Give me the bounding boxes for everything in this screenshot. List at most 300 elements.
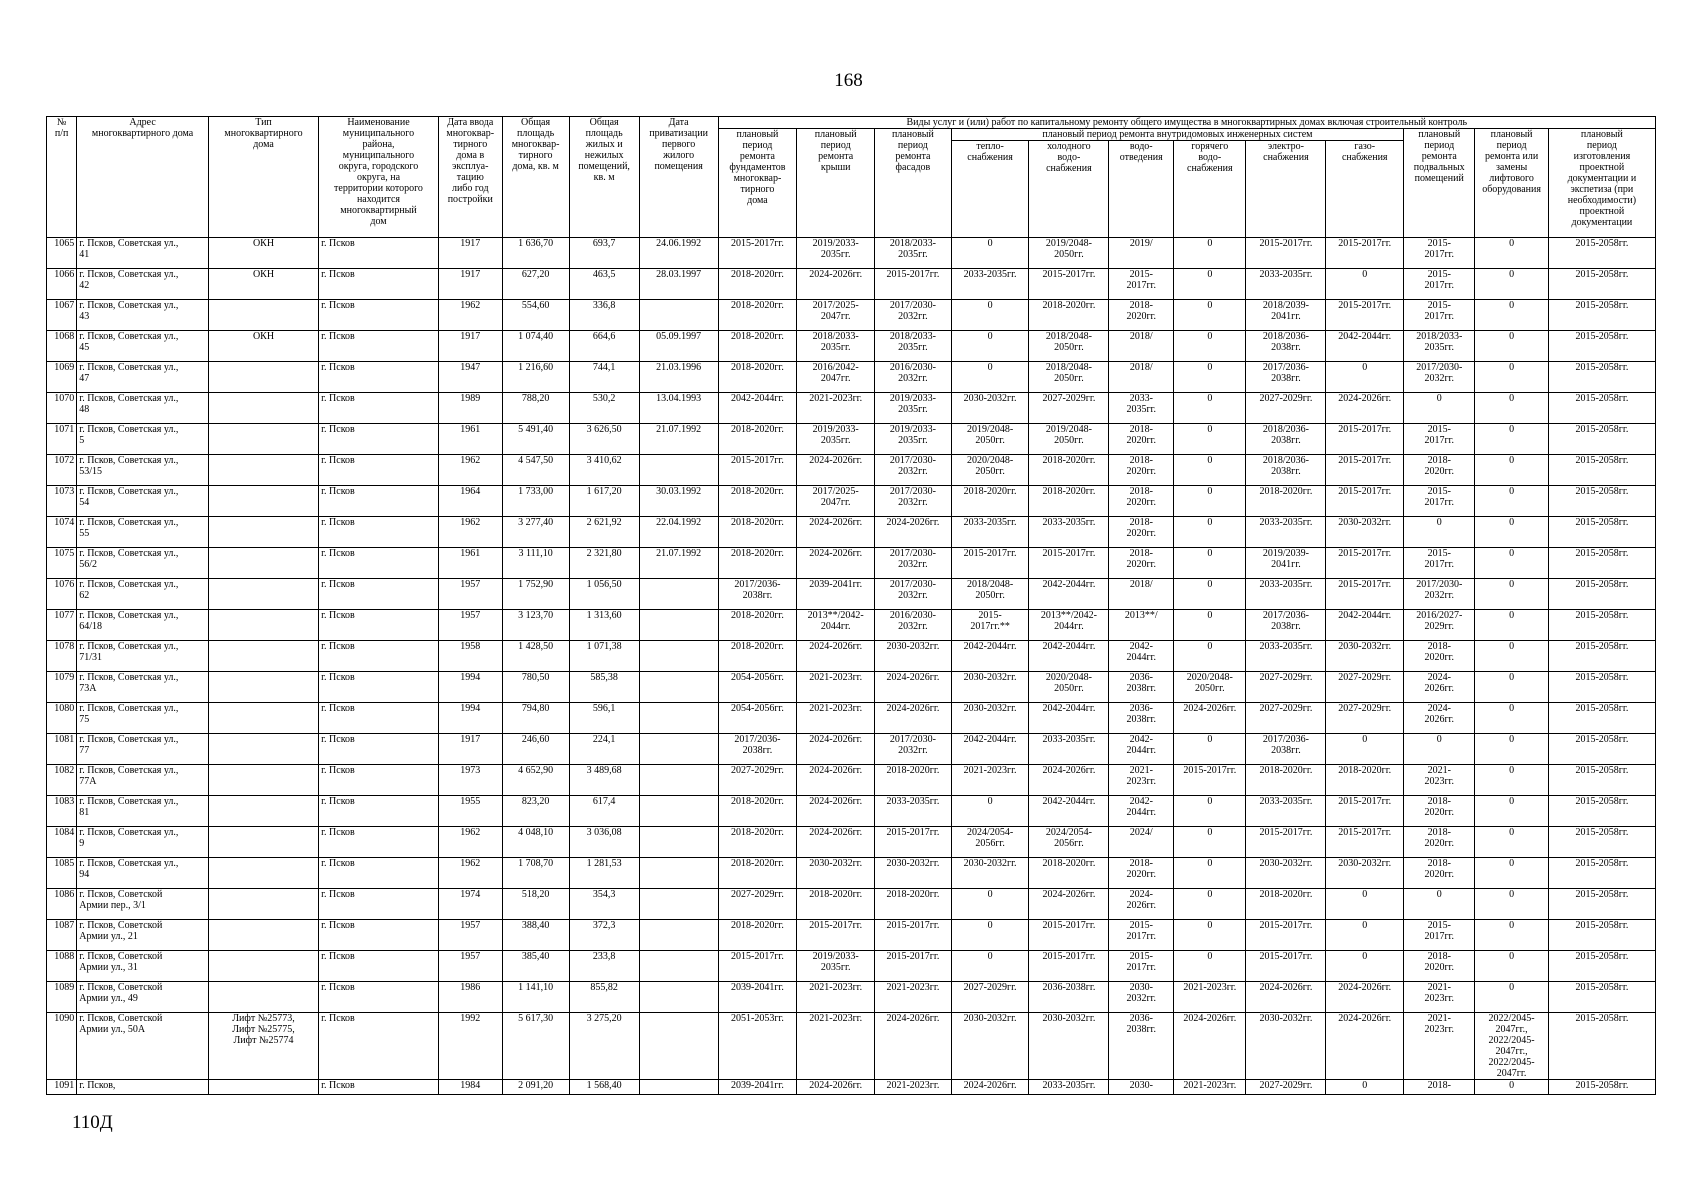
cell-heat: 2030-2032гг. (951, 858, 1029, 889)
cell-living-area: 617,4 (569, 796, 639, 827)
cell-hot-water: 0 (1174, 951, 1246, 982)
cell-privatization (639, 951, 718, 982)
table-row (47, 951, 1656, 982)
cell-foundation: 2017/2036- 2038гг. (718, 579, 797, 610)
cell-roof: 2024-2026гг. (797, 517, 875, 548)
cell-gas: 0 (1326, 951, 1404, 982)
cell-heat: 2030-2032гг. (951, 393, 1029, 424)
cell-electric: 2033-2035гг. (1246, 641, 1326, 672)
cell-sewerage: 2036- 2038гг. (1109, 672, 1174, 703)
cell-num: 1085 (47, 858, 77, 889)
cell-municipality: г. Псков (319, 827, 439, 858)
cell-electric: 2015-2017гг. (1246, 951, 1326, 982)
cell-design: 2015-2058гг. (1548, 827, 1655, 858)
cell-total-area: 4 048,10 (502, 827, 569, 858)
cell-cold-water: 2042-2044гг. (1029, 579, 1109, 610)
cell-elevator: 0 (1475, 703, 1548, 734)
cell-electric: 2030-2032гг. (1246, 858, 1326, 889)
cell-facade: 2030-2032гг. (875, 858, 952, 889)
cell-type: ОКН (208, 331, 318, 362)
cell-gas: 2015-2017гг. (1326, 455, 1404, 486)
cell-privatization (639, 827, 718, 858)
cell-gas: 0 (1326, 920, 1404, 951)
cell-basement: 2015- 2017гг. (1404, 920, 1475, 951)
cell-roof: 2024-2026гг. (797, 765, 875, 796)
cell-roof: 2021-2023гг. (797, 393, 875, 424)
cell-facade: 2018-2020гг. (875, 889, 952, 920)
cell-address: г. Псков, Советская ул., 43 (77, 300, 209, 331)
cell-electric: 2018/2036- 2038гг. (1246, 331, 1326, 362)
table-row (47, 424, 1656, 455)
cell-total-area: 3 123,70 (502, 610, 569, 641)
cell-electric: 2017/2036- 2038гг. (1246, 734, 1326, 765)
cell-electric: 2027-2029гг. (1246, 703, 1326, 734)
cell-total-area: 1 733,00 (502, 486, 569, 517)
table-row (47, 362, 1656, 393)
cell-municipality: г. Псков (319, 486, 439, 517)
cell-living-area: 3 036,08 (569, 827, 639, 858)
cell-foundation: 2018-2020гг. (718, 424, 797, 455)
cell-living-area: 1 617,20 (569, 486, 639, 517)
table-row (47, 548, 1656, 579)
cell-electric: 2033-2035гг. (1246, 517, 1326, 548)
cell-sewerage: 2036- 2038гг. (1109, 703, 1174, 734)
cell-heat: 2021-2023гг. (951, 765, 1029, 796)
cell-design: 2015-2058гг. (1548, 393, 1655, 424)
cell-cold-water: 2019/2048- 2050гг. (1029, 424, 1109, 455)
cell-privatization (639, 610, 718, 641)
cell-design: 2015-2058гг. (1548, 889, 1655, 920)
cell-design: 2015-2058гг. (1548, 579, 1655, 610)
cell-hot-water: 2021-2023гг. (1174, 1080, 1246, 1095)
header-basement: плановый период ремонта подвальных помещений (1404, 129, 1475, 238)
cell-sewerage: 2024/ (1109, 827, 1174, 858)
table-row (47, 486, 1656, 517)
cell-address: г. Псков, Советская ул., 54 (77, 486, 209, 517)
cell-heat: 0 (951, 238, 1029, 269)
cell-municipality: г. Псков (319, 300, 439, 331)
cell-facade: 2017/2030- 2032гг. (875, 486, 952, 517)
cell-type: Лифт №25773, Лифт №25775, Лифт №25774 (208, 1013, 318, 1080)
cell-facade: 2024-2026гг. (875, 703, 952, 734)
cell-total-area: 4 652,90 (502, 765, 569, 796)
cell-num: 1091 (47, 1080, 77, 1095)
cell-gas: 2015-2017гг. (1326, 424, 1404, 455)
table-row (47, 734, 1656, 765)
cell-sewerage: 2030- (1109, 1080, 1174, 1095)
cell-address: г. Псков, Советская ул., 75 (77, 703, 209, 734)
header-total-area: Общая площадь многоквар- тирного дома, кв. м (502, 117, 569, 238)
cell-municipality: г. Псков (319, 238, 439, 269)
cell-total-area: 5 491,40 (502, 424, 569, 455)
cell-year: 1986 (438, 982, 502, 1013)
cell-heat: 0 (951, 796, 1029, 827)
cell-total-area: 388,40 (502, 920, 569, 951)
cell-elevator: 0 (1475, 982, 1548, 1013)
header-foundation: плановый период ремонта фундаментов многоквар- тирного дома (718, 129, 797, 238)
cell-privatization: 21.07.1992 (639, 548, 718, 579)
cell-heat: 2015-2017гг. (951, 548, 1029, 579)
cell-gas: 2027-2029гг. (1326, 703, 1404, 734)
cell-num: 1083 (47, 796, 77, 827)
cell-num: 1084 (47, 827, 77, 858)
cell-type (208, 889, 318, 920)
cell-elevator: 0 (1475, 486, 1548, 517)
cell-num: 1090 (47, 1013, 77, 1080)
cell-heat: 2033-2035гг. (951, 269, 1029, 300)
cell-cold-water: 2015-2017гг. (1029, 548, 1109, 579)
cell-elevator: 0 (1475, 827, 1548, 858)
cell-roof: 2013**/2042- 2044гг. (797, 610, 875, 641)
cell-type (208, 424, 318, 455)
cell-privatization: 24.06.1992 (639, 238, 718, 269)
header-facade: плановый период ремонта фасадов (875, 129, 952, 238)
cell-design: 2015-2058гг. (1548, 858, 1655, 889)
cell-foundation: 2018-2020гг. (718, 486, 797, 517)
cell-elevator: 0 (1475, 951, 1548, 982)
cell-electric: 2018/2036- 2038гг. (1246, 424, 1326, 455)
cell-electric: 2017/2036- 2038гг. (1246, 362, 1326, 393)
header-electric: электро- снабжения (1246, 141, 1326, 238)
cell-hot-water: 0 (1174, 517, 1246, 548)
cell-design: 2015-2058гг. (1548, 672, 1655, 703)
cell-elevator: 0 (1475, 517, 1548, 548)
cell-num: 1076 (47, 579, 77, 610)
cell-sewerage: 2042- 2044гг. (1109, 734, 1174, 765)
cell-foundation: 2027-2029гг. (718, 765, 797, 796)
cell-num: 1081 (47, 734, 77, 765)
cell-year: 1961 (438, 424, 502, 455)
cell-facade: 2015-2017гг. (875, 951, 952, 982)
cell-living-area: 3 626,50 (569, 424, 639, 455)
cell-total-area: 385,40 (502, 951, 569, 982)
cell-basement: 2015- 2017гг. (1404, 269, 1475, 300)
cell-total-area: 1 216,60 (502, 362, 569, 393)
cell-type (208, 486, 318, 517)
cell-hot-water: 0 (1174, 269, 1246, 300)
header-roof: плановый период ремонта крыши (797, 129, 875, 238)
cell-heat: 2019/2048- 2050гг. (951, 424, 1029, 455)
cell-elevator: 0 (1475, 734, 1548, 765)
cell-foundation: 2017/2036- 2038гг. (718, 734, 797, 765)
cell-roof: 2024-2026гг. (797, 1080, 875, 1095)
cell-sewerage: 2018- 2020гг. (1109, 300, 1174, 331)
cell-roof: 2024-2026гг. (797, 827, 875, 858)
cell-cold-water: 2042-2044гг. (1029, 703, 1109, 734)
cell-hot-water: 0 (1174, 362, 1246, 393)
cell-design: 2015-2058гг. (1548, 796, 1655, 827)
cell-roof: 2024-2026гг. (797, 734, 875, 765)
cell-privatization (639, 1013, 718, 1080)
cell-address: г. Псков, Советская ул., 45 (77, 331, 209, 362)
cell-foundation: 2018-2020гг. (718, 920, 797, 951)
cell-roof: 2024-2026гг. (797, 548, 875, 579)
cell-roof: 2018/2033- 2035гг. (797, 331, 875, 362)
cell-address: г. Псков, Советская ул., 62 (77, 579, 209, 610)
cell-foundation: 2015-2017гг. (718, 238, 797, 269)
cell-year: 1917 (438, 269, 502, 300)
cell-municipality: г. Псков (319, 703, 439, 734)
cell-basement: 2018- 2020гг. (1404, 858, 1475, 889)
cell-year: 1989 (438, 393, 502, 424)
cell-sewerage: 2019/ (1109, 238, 1174, 269)
cell-foundation: 2018-2020гг. (718, 269, 797, 300)
cell-total-area: 780,50 (502, 672, 569, 703)
cell-living-area: 336,8 (569, 300, 639, 331)
cell-privatization (639, 734, 718, 765)
cell-total-area: 4 547,50 (502, 455, 569, 486)
table-row (47, 300, 1656, 331)
cell-gas: 2015-2017гг. (1326, 796, 1404, 827)
cell-municipality: г. Псков (319, 796, 439, 827)
cell-electric: 2018-2020гг. (1246, 765, 1326, 796)
cell-heat: 2030-2032гг. (951, 1013, 1029, 1080)
cell-electric: 2018/2036- 2038гг. (1246, 455, 1326, 486)
cell-heat: 0 (951, 889, 1029, 920)
cell-sewerage: 2018/ (1109, 579, 1174, 610)
cell-address: г. Псков, Советская ул., 53/15 (77, 455, 209, 486)
cell-electric: 2033-2035гг. (1246, 579, 1326, 610)
table-header (47, 117, 1656, 238)
cell-design: 2015-2058гг. (1548, 269, 1655, 300)
cell-sewerage: 2015- 2017гг. (1109, 951, 1174, 982)
cell-living-area: 3 275,20 (569, 1013, 639, 1080)
cell-address: г. Псков, Советская ул., 41 (77, 238, 209, 269)
header-heat: тепло- снабжения (951, 141, 1029, 238)
cell-electric: 2015-2017гг. (1246, 238, 1326, 269)
cell-foundation: 2018-2020гг. (718, 517, 797, 548)
cell-total-area: 1 752,90 (502, 579, 569, 610)
cell-privatization (639, 579, 718, 610)
cell-living-area: 2 621,92 (569, 517, 639, 548)
cell-year: 1917 (438, 331, 502, 362)
cell-roof: 2015-2017гг. (797, 920, 875, 951)
cell-sewerage: 2018- 2020гг. (1109, 858, 1174, 889)
cell-municipality: г. Псков (319, 951, 439, 982)
cell-address: г. Псков, Советская ул., 94 (77, 858, 209, 889)
cell-design: 2015-2058гг. (1548, 1080, 1655, 1095)
header-address: Адрес многоквартирного дома (77, 117, 209, 238)
table-row (47, 672, 1656, 703)
cell-privatization (639, 672, 718, 703)
cell-municipality: г. Псков (319, 641, 439, 672)
cell-privatization (639, 796, 718, 827)
cell-year: 1955 (438, 796, 502, 827)
cell-basement: 2021- 2023гг. (1404, 1013, 1475, 1080)
cell-basement: 2021- 2023гг. (1404, 765, 1475, 796)
cell-gas: 2024-2026гг. (1326, 982, 1404, 1013)
cell-municipality: г. Псков (319, 889, 439, 920)
cell-living-area: 2 321,80 (569, 548, 639, 579)
cell-foundation: 2054-2056гг. (718, 703, 797, 734)
cell-type (208, 610, 318, 641)
cell-cold-water: 2018-2020гг. (1029, 300, 1109, 331)
cell-hot-water: 0 (1174, 641, 1246, 672)
cell-basement: 2017/2030- 2032гг. (1404, 579, 1475, 610)
cell-sewerage: 2015- 2017гг. (1109, 920, 1174, 951)
cell-year: 1984 (438, 1080, 502, 1095)
cell-elevator: 0 (1475, 300, 1548, 331)
cell-living-area: 3 410,62 (569, 455, 639, 486)
cell-cold-water: 2015-2017гг. (1029, 951, 1109, 982)
cell-facade: 2015-2017гг. (875, 920, 952, 951)
cell-elevator: 0 (1475, 393, 1548, 424)
cell-type (208, 734, 318, 765)
cell-living-area: 596,1 (569, 703, 639, 734)
cell-design: 2015-2058гг. (1548, 517, 1655, 548)
header-works-group: Виды услуг и (или) работ по капитальному ремонту общего имущества в многоквартирных домах включая строительный контроль (718, 117, 1655, 129)
cell-electric: 2027-2029гг. (1246, 393, 1326, 424)
cell-hot-water: 0 (1174, 548, 1246, 579)
cell-total-area: 1 428,50 (502, 641, 569, 672)
cell-basement: 0 (1404, 393, 1475, 424)
cell-electric: 2018-2020гг. (1246, 486, 1326, 517)
cell-elevator: 0 (1475, 362, 1548, 393)
cell-heat: 2033-2035гг. (951, 517, 1029, 548)
cell-cold-water: 2018/2048- 2050гг. (1029, 362, 1109, 393)
cell-hot-water: 0 (1174, 827, 1246, 858)
cell-address: г. Псков, Советская ул., 81 (77, 796, 209, 827)
cell-heat: 0 (951, 920, 1029, 951)
cell-heat: 2015- 2017гг.** (951, 610, 1029, 641)
cell-foundation: 2018-2020гг. (718, 610, 797, 641)
cell-year: 1957 (438, 920, 502, 951)
cell-municipality: г. Псков (319, 548, 439, 579)
table-row (47, 641, 1656, 672)
cell-basement: 2015- 2017гг. (1404, 238, 1475, 269)
cell-design: 2015-2058гг. (1548, 951, 1655, 982)
cell-privatization: 22.04.1992 (639, 517, 718, 548)
cell-num: 1066 (47, 269, 77, 300)
cell-design: 2015-2058гг. (1548, 548, 1655, 579)
cell-elevator: 0 (1475, 641, 1548, 672)
cell-basement: 2018- 2020гг. (1404, 641, 1475, 672)
cell-foundation: 2054-2056гг. (718, 672, 797, 703)
cell-municipality: г. Псков (319, 858, 439, 889)
cell-roof: 2021-2023гг. (797, 703, 875, 734)
cell-municipality: г. Псков (319, 579, 439, 610)
cell-year: 1994 (438, 703, 502, 734)
cell-sewerage: 2018- 2020гг. (1109, 548, 1174, 579)
cell-hot-water: 0 (1174, 610, 1246, 641)
cell-num: 1078 (47, 641, 77, 672)
cell-electric: 2027-2029гг. (1246, 672, 1326, 703)
cell-design: 2015-2058гг. (1548, 486, 1655, 517)
cell-hot-water: 2015-2017гг. (1174, 765, 1246, 796)
cell-type (208, 579, 318, 610)
cell-privatization (639, 300, 718, 331)
cell-address: г. Псков, Советская ул., 77А (77, 765, 209, 796)
cell-year: 1958 (438, 641, 502, 672)
cell-privatization: 05.09.1997 (639, 331, 718, 362)
cell-roof: 2017/2025- 2047гг. (797, 486, 875, 517)
table-row (47, 1080, 1656, 1095)
cell-gas: 2030-2032гг. (1326, 517, 1404, 548)
cell-roof: 2024-2026гг. (797, 455, 875, 486)
cell-living-area: 1 281,53 (569, 858, 639, 889)
cell-total-area: 1 708,70 (502, 858, 569, 889)
cell-design: 2015-2058гг. (1548, 765, 1655, 796)
cell-facade: 2017/2030- 2032гг. (875, 548, 952, 579)
cell-hot-water: 2024-2026гг. (1174, 703, 1246, 734)
cell-elevator: 0 (1475, 796, 1548, 827)
cell-year: 1957 (438, 951, 502, 982)
cell-num: 1082 (47, 765, 77, 796)
cell-facade: 2019/2033- 2035гг. (875, 424, 952, 455)
cell-design: 2015-2058гг. (1548, 610, 1655, 641)
cell-roof: 2021-2023гг. (797, 672, 875, 703)
cell-electric: 2027-2029гг. (1246, 1080, 1326, 1095)
cell-facade: 2016/2030- 2032гг. (875, 610, 952, 641)
cell-address: г. Псков, Советской Армии ул., 21 (77, 920, 209, 951)
cell-type (208, 300, 318, 331)
cell-elevator: 2022/2045-2047гг., 2022/2045-2047гг., 2022/2045-2047гг. (1475, 1013, 1548, 1080)
cell-gas: 2024-2026гг. (1326, 393, 1404, 424)
cell-facade: 2017/2030- 2032гг. (875, 455, 952, 486)
cell-address: г. Псков, Советская ул., 42 (77, 269, 209, 300)
cell-type (208, 393, 318, 424)
cell-gas: 2015-2017гг. (1326, 548, 1404, 579)
cell-sewerage: 2018- 2020гг. (1109, 455, 1174, 486)
cell-gas: 2015-2017гг. (1326, 238, 1404, 269)
cell-year: 1962 (438, 455, 502, 486)
header-gas: газо- снабжения (1326, 141, 1404, 238)
cell-sewerage: 2015- 2017гг. (1109, 269, 1174, 300)
cell-year: 1994 (438, 672, 502, 703)
header-num: № п/п (47, 117, 77, 238)
cell-cold-water: 2018-2020гг. (1029, 455, 1109, 486)
cell-elevator: 0 (1475, 579, 1548, 610)
cell-hot-water: 0 (1174, 455, 1246, 486)
cell-living-area: 224,1 (569, 734, 639, 765)
cell-privatization (639, 641, 718, 672)
cell-cold-water: 2018/2048- 2050гг. (1029, 331, 1109, 362)
cell-gas: 0 (1326, 269, 1404, 300)
cell-num: 1080 (47, 703, 77, 734)
cell-gas: 2024-2026гг. (1326, 1013, 1404, 1080)
table-row (47, 765, 1656, 796)
cell-facade: 2019/2033- 2035гг. (875, 393, 952, 424)
cell-elevator: 0 (1475, 548, 1548, 579)
cell-design: 2015-2058гг. (1548, 300, 1655, 331)
cell-foundation: 2039-2041гг. (718, 1080, 797, 1095)
cell-foundation: 2018-2020гг. (718, 858, 797, 889)
cell-basement: 2024- 2026гг. (1404, 703, 1475, 734)
cell-hot-water: 0 (1174, 889, 1246, 920)
cell-year: 1962 (438, 858, 502, 889)
cell-num: 1079 (47, 672, 77, 703)
cell-roof: 2024-2026гг. (797, 641, 875, 672)
cell-design: 2015-2058гг. (1548, 703, 1655, 734)
cell-foundation: 2027-2029гг. (718, 889, 797, 920)
cell-cold-water: 2024-2026гг. (1029, 765, 1109, 796)
cell-total-area: 2 091,20 (502, 1080, 569, 1095)
cell-sewerage: 2042- 2044гг. (1109, 796, 1174, 827)
cell-gas: 2015-2017гг. (1326, 486, 1404, 517)
cell-total-area: 246,60 (502, 734, 569, 765)
cell-num: 1067 (47, 300, 77, 331)
cell-sewerage: 2033- 2035гг. (1109, 393, 1174, 424)
cell-num: 1077 (47, 610, 77, 641)
cell-num: 1086 (47, 889, 77, 920)
cell-address: г. Псков, Советская ул., 56/2 (77, 548, 209, 579)
capital-repair-table (46, 116, 1656, 1095)
cell-basement: 0 (1404, 517, 1475, 548)
cell-cold-water: 2020/2048- 2050гг. (1029, 672, 1109, 703)
cell-num: 1074 (47, 517, 77, 548)
cell-facade: 2021-2023гг. (875, 982, 952, 1013)
cell-hot-water: 0 (1174, 331, 1246, 362)
